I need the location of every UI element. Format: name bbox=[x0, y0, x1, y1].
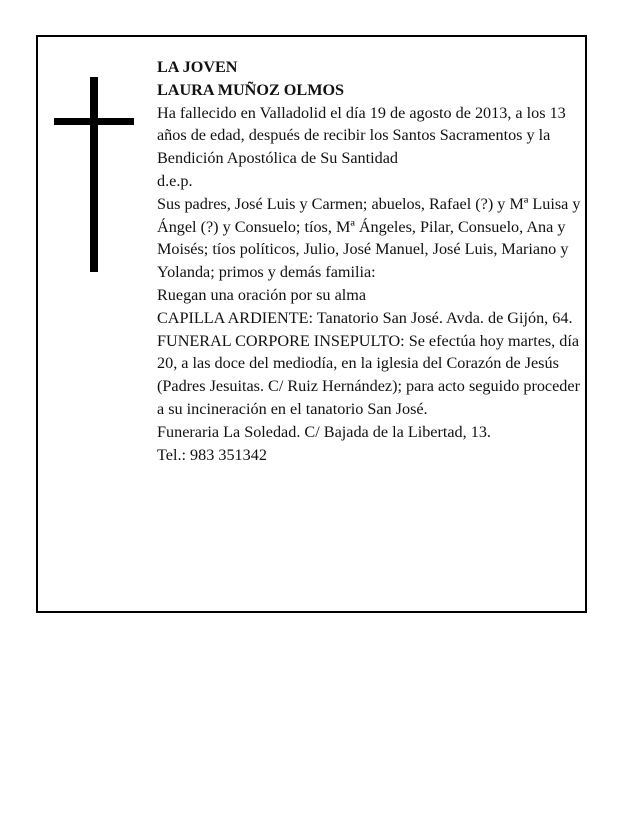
cross-vertical-bar bbox=[90, 77, 98, 272]
notice-text bbox=[157, 56, 582, 466]
heading-line-1: LA JOVEN bbox=[157, 58, 238, 76]
funeral-info: FUNERAL CORPORE INSEPULTO: Se efectúa hoy martes, día 20, a las doce del mediodía, en la iglesia del Corazón de Jesús (Padres Jesuitas. C/ Ruiz Hernández); para acto seguido proceder a su incineración en el tanatorio San José. bbox=[157, 331, 580, 418]
cross-horizontal-bar bbox=[54, 118, 134, 125]
prayer-request: Ruegan una oración por su alma bbox=[157, 285, 367, 304]
obituary-notice bbox=[36, 35, 587, 613]
death-announcement: Ha fallecido en Valladolid el día 19 de agosto de 2013, a los 13 años de edad, después de recibir los Santos Sacramentos y la Bendición Apostólica de Su Santidad bbox=[157, 103, 566, 168]
funeral-home: Funeraria La Soledad. C/ Bajada de la Libertad, 13. bbox=[157, 422, 491, 441]
deceased-name: LAURA MUÑOZ OLMOS bbox=[157, 80, 345, 99]
dep-abbreviation: d.e.p. bbox=[157, 171, 193, 190]
chapel-info: CAPILLA ARDIENTE: Tanatorio San José. Avda. de Gijón, 64. bbox=[157, 308, 573, 327]
family-list: Sus padres, José Luis y Carmen; abuelos, Rafael (?) y Mª Luisa y Ángel (?) y Consuelo; tíos, Mª Ángeles, Pilar, Consuelo, Ana y Moisés; tíos políticos, Julio, José Manuel, José Luis, Mariano y Yolanda; primos y demás familia: bbox=[157, 194, 581, 282]
phone-number: Tel.: 983 351342 bbox=[157, 445, 267, 464]
